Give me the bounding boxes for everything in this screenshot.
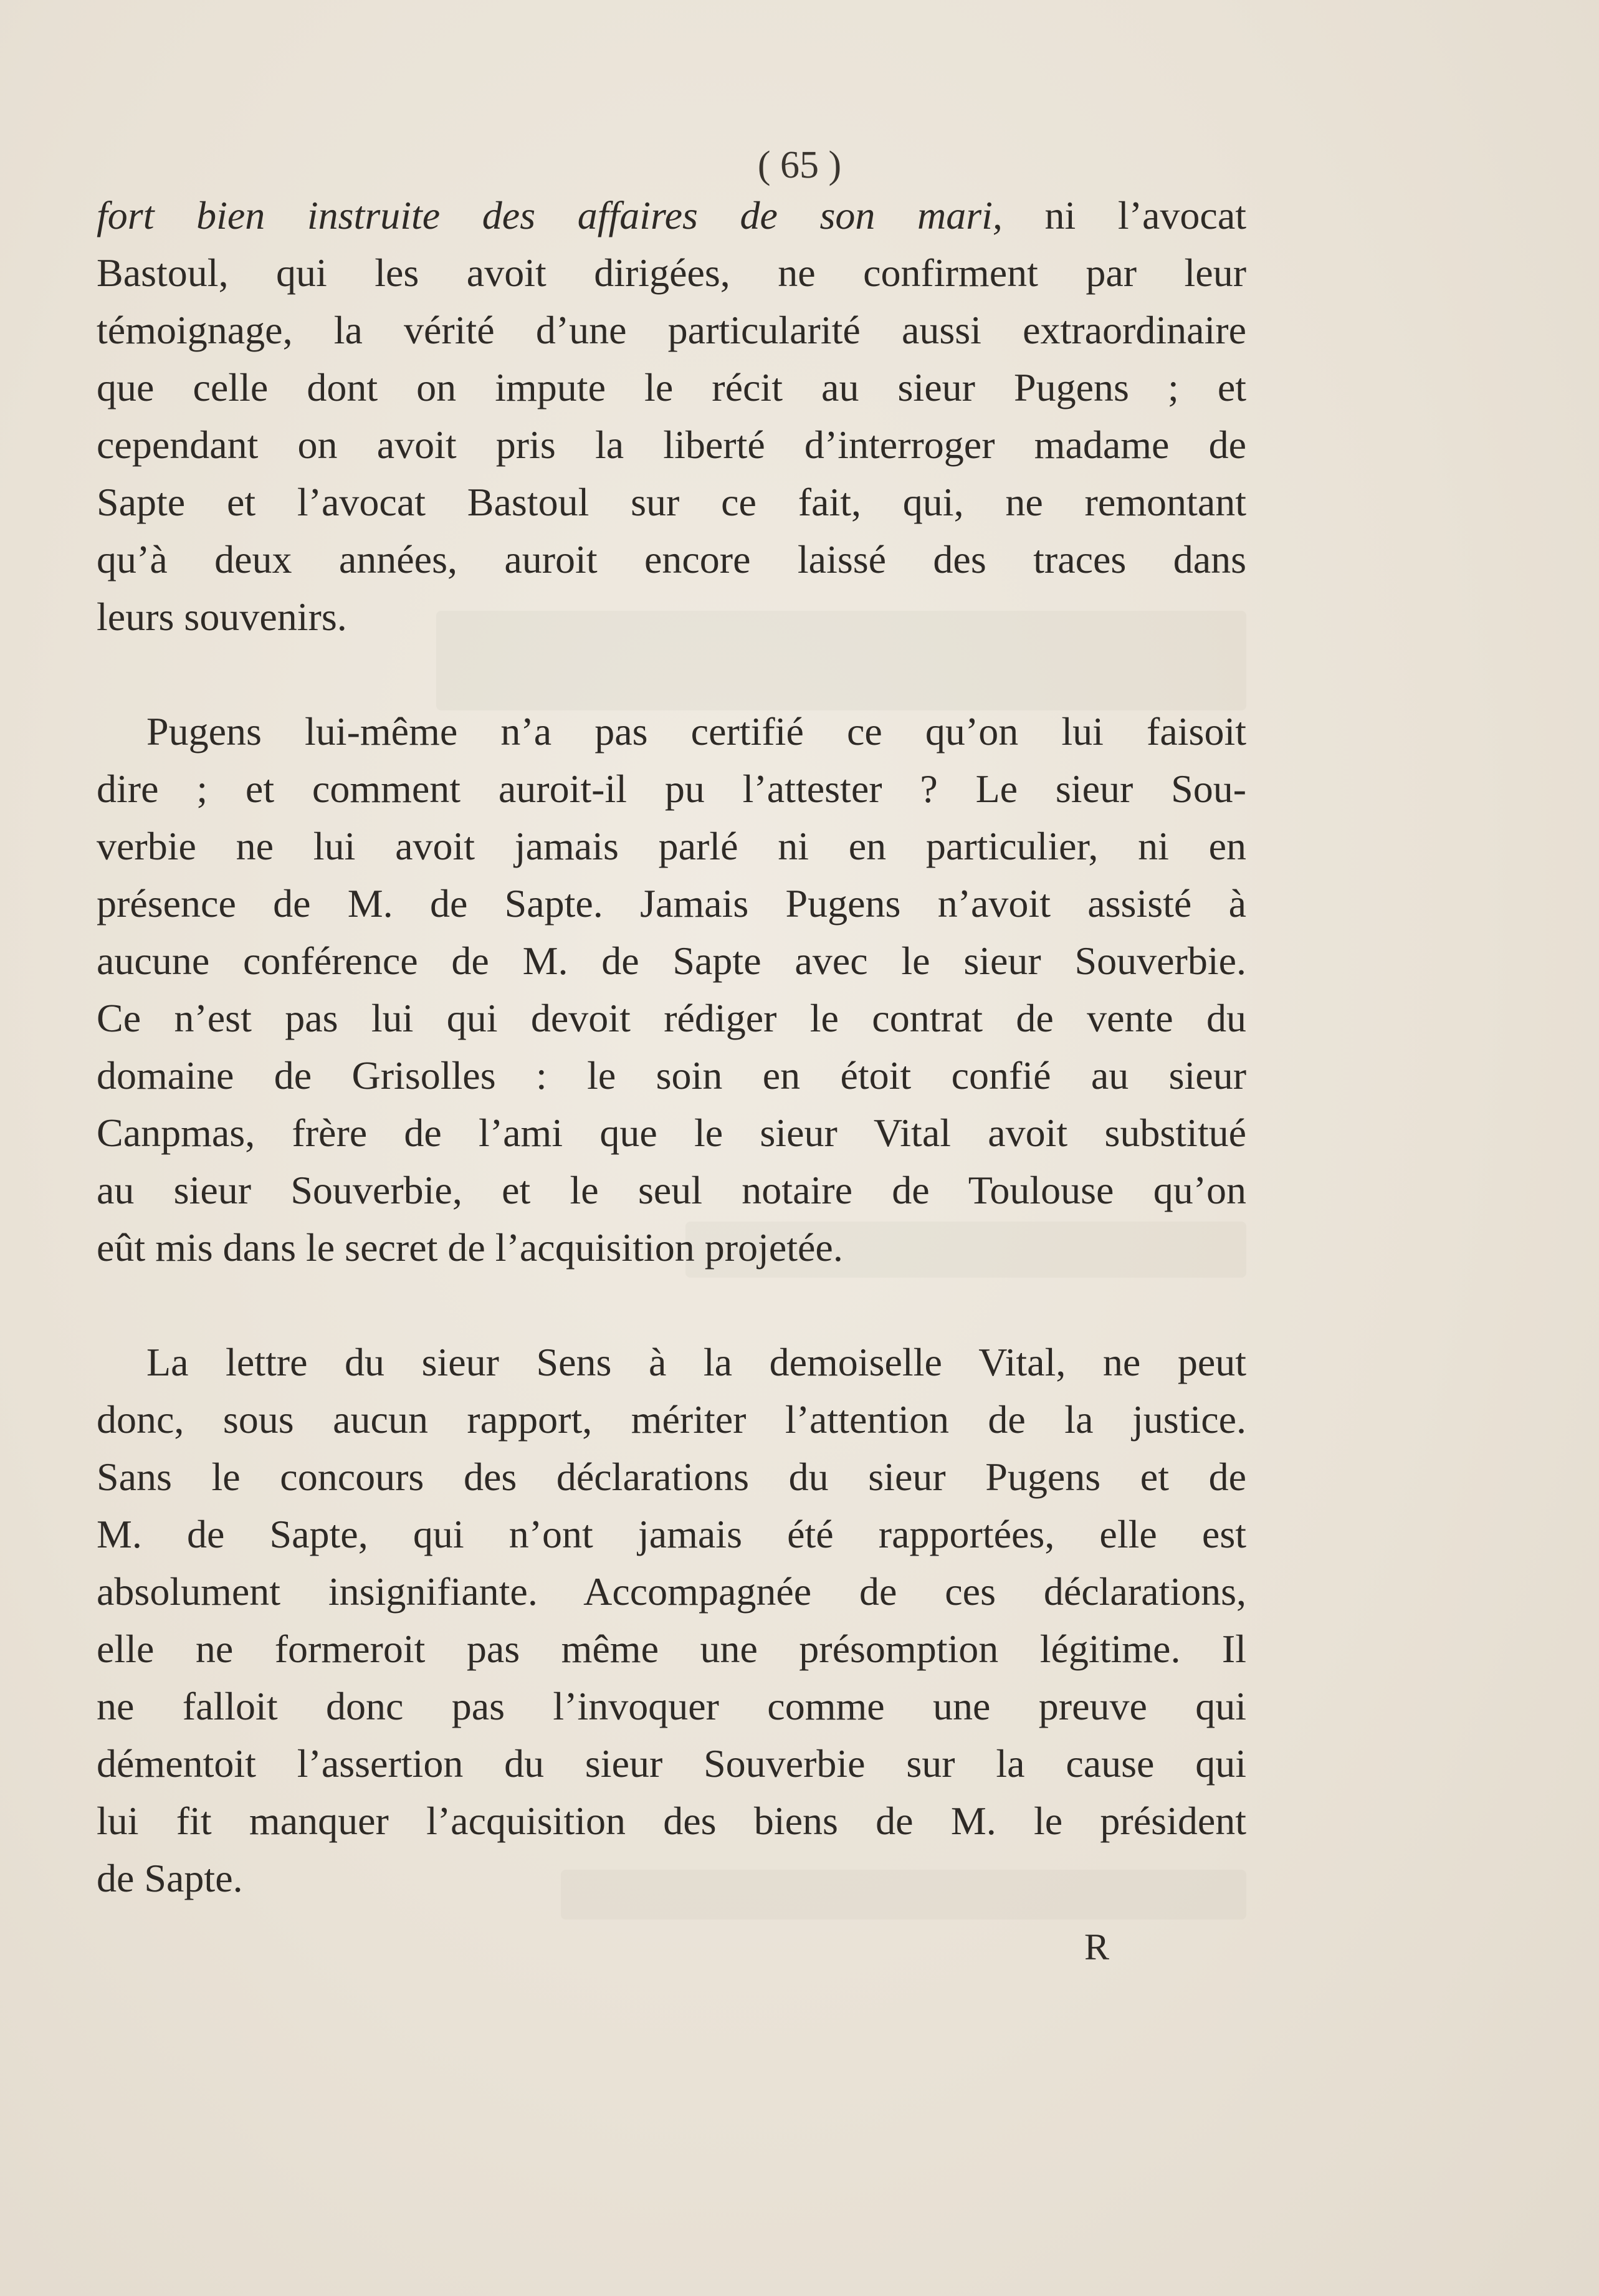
text-line: donc, sous aucun rapport, mériter l’attention de la justice. (97, 1397, 1246, 1442)
text-line: présence de M. de Sapte. Jamais Pugens n’avoit assisté à (97, 881, 1246, 926)
text-line: que celle dont on impute le récit au sieur Pugens ; et (97, 365, 1246, 409)
text-line: La lettre du sieur Sens à la demoiselle Vital, ne peut (146, 1340, 1246, 1384)
text-line: M. de Sapte, qui n’ont jamais été rapportées, elle est (97, 1512, 1246, 1556)
text-line: Sans le concours des déclarations du sieur Pugens et de (97, 1455, 1246, 1499)
text-line: aucune conférence de M. de Sapte avec le sieur Souverbie. (97, 939, 1246, 983)
text-line: Bastoul, qui les avoit dirigées, ne confirment par leur (97, 251, 1246, 295)
text-line: ne falloit donc pas l’invoquer comme une preuve qui (97, 1684, 1246, 1728)
text-line: cependant on avoit pris la liberté d’interroger madame de (97, 423, 1246, 467)
text-line: Canpmas, frère de l’ami que le sieur Vital avoit substitué (97, 1111, 1246, 1155)
italic-text: fort bien instruite des affaires de son mari, (97, 193, 1003, 237)
paragraph (97, 187, 1246, 646)
text-line: lui fit manquer l’acquisition des biens de M. le président (97, 1799, 1246, 1843)
text-line: elle ne formeroit pas même une présomption légitime. Il (97, 1627, 1246, 1671)
page-number: ( 65 ) (757, 144, 842, 186)
paragraph-gap (97, 646, 1246, 703)
line-text: ni l’avocat (1002, 193, 1246, 237)
text-line: qu’à deux années, auroit encore laissé des traces dans (97, 537, 1246, 581)
body-text (97, 187, 1246, 1907)
text-line: Ce n’est pas lui qui devoit rédiger le contrat de vente du (97, 996, 1246, 1040)
paragraph-gap (97, 1276, 1246, 1334)
text-line: verbie ne lui avoit jamais parlé ni en particulier, ni en (97, 824, 1246, 868)
text-line: domaine de Grisolles : le soin en étoit confié au sieur (97, 1053, 1246, 1098)
text-line (97, 187, 1246, 244)
text-line: dire ; et comment auroit-il pu l’attester ? Le sieur Sou- (97, 767, 1246, 811)
text-line: de Sapte. (97, 1856, 243, 1900)
text-line: témoignage, la vérité d’une particularité aussi extraordinaire (97, 308, 1246, 352)
text-line: Pugens lui-même n’a pas certifié ce qu’on lui faisoit (146, 709, 1246, 753)
text-line: au sieur Souverbie, et le seul notaire de Toulouse qu’on (97, 1168, 1246, 1212)
text-line: leurs souvenirs. (97, 595, 347, 639)
text-line: Sapte et l’avocat Bastoul sur ce fait, qui, ne remontant (97, 480, 1246, 524)
paragraph (97, 1334, 1246, 1907)
text-line: absolument insignifiante. Accompagnée de ces déclarations, (97, 1569, 1246, 1614)
text-line: eût mis dans le secret de l’acquisition projetée. (97, 1225, 843, 1270)
paragraph (97, 703, 1246, 1276)
text-line: démentoit l’assertion du sieur Souverbie sur la cause qui (97, 1741, 1246, 1786)
signature-mark: R (1084, 1926, 1110, 1968)
